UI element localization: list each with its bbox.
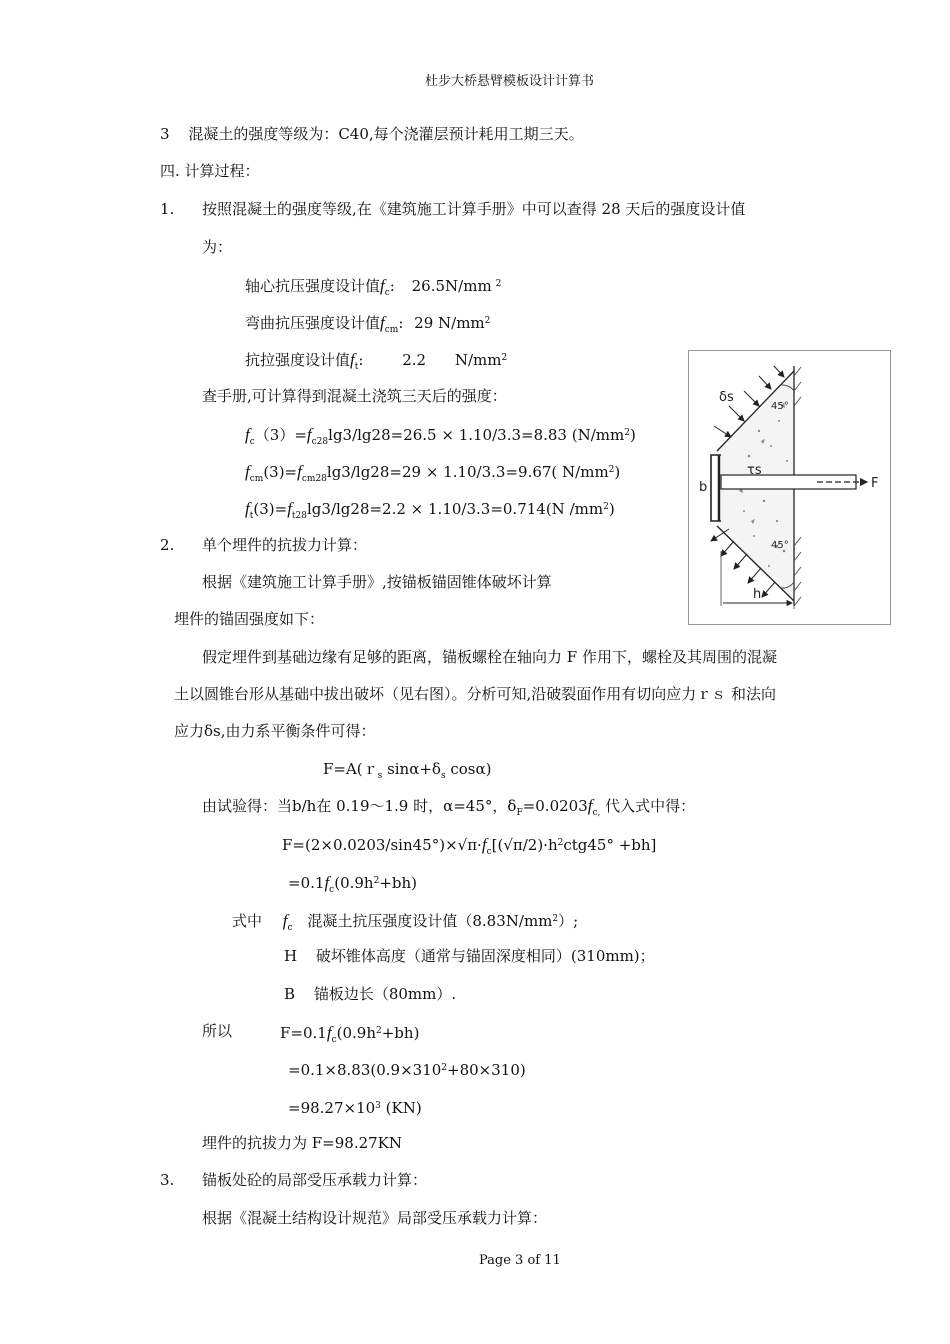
item3-p1: 根据《混凝土结构设计规范》局部受压承载力计算： xyxy=(202,1209,548,1227)
sec3-num: 3 xyxy=(160,125,170,143)
eq-B xyxy=(282,833,656,862)
item2-result: 埋件的抗拔力为 F=98.27KN xyxy=(202,1134,403,1152)
eqB-sym: f xyxy=(481,835,487,854)
def1-end: ）; xyxy=(558,912,579,930)
calc2-exp: 3 xyxy=(375,1101,381,1111)
item2-p4: 土以圆锥台形从基础中拔出破坏（见右图）。分析可知,沿破裂面作用有切向应力ｒｓ 和法向 xyxy=(174,685,777,703)
def2-lead: H xyxy=(284,947,298,965)
item3-title: 锚板处砼的局部受压承载力计算： xyxy=(202,1171,428,1189)
calc1-a: =0.1×8.83(0.9×310 xyxy=(288,1061,442,1079)
fc-symbol: f xyxy=(380,276,385,295)
eq-A xyxy=(323,759,491,786)
so-line xyxy=(202,1021,420,1045)
item2-p3: 假定埋件到基础边缘有足够的距离，锚板螺栓在轴向力 F 作用下，螺栓及其周围的混凝 xyxy=(202,648,777,666)
fc-exp: 2 xyxy=(495,279,502,289)
eq2 xyxy=(245,460,620,489)
fcm-label: 弯曲抗压强度设计值 xyxy=(245,314,381,332)
test-b: =0.0203 xyxy=(522,797,588,815)
eq3-sym: f xyxy=(245,499,250,518)
b-label: b xyxy=(699,480,708,495)
ft-value: 2.2 xyxy=(402,351,427,369)
test-sub: F xyxy=(516,808,523,818)
eq3 xyxy=(245,497,615,526)
page-header: 杜步大桥悬臂模板设计计算书 xyxy=(425,74,595,89)
eq3-sub: t xyxy=(249,511,254,521)
eqC-a: =0.1 xyxy=(288,874,325,892)
eqC-b: (0.9h xyxy=(334,874,374,892)
fcm-exp: 2 xyxy=(484,316,491,326)
fcm-subscript: cm xyxy=(384,325,399,335)
fcm-colon: : xyxy=(398,314,404,332)
def-h xyxy=(284,946,655,966)
ft-symbol: f xyxy=(350,350,355,369)
eq2-sym: f xyxy=(245,462,250,481)
calc1 xyxy=(288,1058,526,1080)
so-expr xyxy=(280,1021,419,1050)
item1-text: 按照混凝土的强度等级,在《建筑施工计算手册》中可以查得 28 天后的强度设计值 xyxy=(202,200,746,218)
item2-title: 单个埋件的抗拔力计算： xyxy=(202,536,368,554)
item1-line2: 为： xyxy=(202,238,233,256)
test-sym: f xyxy=(587,796,593,815)
item2-title-row xyxy=(160,535,368,555)
h-label: h xyxy=(753,587,762,602)
test-c: 代入式中得： xyxy=(600,797,696,815)
calc1-b: +80×310) xyxy=(447,1061,526,1079)
def1-exp: 2 xyxy=(552,914,559,924)
fc-row xyxy=(245,274,501,303)
angle-label-bottom: 45° xyxy=(771,540,789,551)
eq2-sub: cm xyxy=(249,474,264,484)
eq2-exp: 2 xyxy=(608,465,615,475)
calc1-exp: 2 xyxy=(441,1063,448,1073)
fcm-row xyxy=(245,311,490,340)
sec4-title: 四. 计算过程： xyxy=(160,162,260,180)
def3-text: 锚板边长（80mm）. xyxy=(313,985,457,1003)
calc2-a: =98.27×10 xyxy=(288,1099,376,1117)
ft-subscript: t xyxy=(354,362,359,372)
def3-lead: B xyxy=(284,985,296,1003)
eq3-exp: 2 xyxy=(603,502,609,512)
eqA-s1: s xyxy=(377,771,383,781)
calc2 xyxy=(288,1096,422,1118)
item2-num: 2. xyxy=(160,536,175,554)
eqC-exp: 2 xyxy=(373,876,380,886)
fc-colon: : xyxy=(389,277,395,295)
eq1-sub2: c28 xyxy=(311,437,329,447)
def2-text: 破坏锥体高度（通常与锚固深度相同）(310mm)； xyxy=(315,947,655,965)
eq3-mid: (3)= xyxy=(253,500,288,518)
lookup-line: 查手册,可计算得到混凝土浇筑三天后的强度： xyxy=(202,387,507,405)
force-label: F xyxy=(871,476,879,491)
page-footer: Page 3 of 11 xyxy=(479,1253,561,1268)
item1-num: 1. xyxy=(160,200,175,218)
eq1-sym: f xyxy=(245,425,250,444)
item1-line1 xyxy=(160,199,746,219)
so-b: (0.9h xyxy=(336,1024,376,1042)
eq3-rest: lg3/lg28=2.2 × 1.10/3.3=0.714(N /mm xyxy=(307,500,604,518)
item2-p2: 埋件的锚固强度如下： xyxy=(174,610,325,628)
def-fc xyxy=(232,909,578,938)
eq1 xyxy=(245,423,636,452)
so-sub: c xyxy=(331,1035,337,1045)
eq1-exp: 2 xyxy=(624,428,630,438)
eq3-sub2: t28 xyxy=(291,511,307,521)
eq1-sub: c xyxy=(249,437,255,447)
angle-label-top: 45° xyxy=(771,401,789,412)
def1-sym: f xyxy=(282,911,288,930)
eq2-sub2: cm28 xyxy=(301,474,327,484)
fc-value: 26.5N/mm xyxy=(411,277,492,295)
item2-p1: 根据《建筑施工计算手册》,按锚板锚固锥体破坏计算 xyxy=(202,573,552,591)
eqA-c: cosα) xyxy=(445,760,492,778)
calc2-b: (KN) xyxy=(380,1099,422,1117)
ft-row xyxy=(245,348,507,377)
item3-num: 3. xyxy=(160,1171,175,1189)
eqC-sub: c xyxy=(329,885,335,895)
eq2-mid: (3)= xyxy=(263,463,298,481)
fc-subscript: c xyxy=(384,288,390,298)
pullout-cone-figure xyxy=(688,350,891,625)
ft-label: 抗拉强度设计值 xyxy=(245,351,351,369)
so-lead: 所以 xyxy=(202,1022,233,1040)
eq2-end: ) xyxy=(614,463,621,481)
test-line xyxy=(202,796,695,823)
item3-title-row xyxy=(160,1170,428,1190)
eqA-b: sinα+δ xyxy=(382,760,441,778)
eq3-sym2: f xyxy=(287,499,292,518)
eqC-c: +bh) xyxy=(379,874,418,892)
tau-label: τs xyxy=(747,463,762,478)
so-c: +bh) xyxy=(381,1024,420,1042)
sigma-label: δs xyxy=(719,390,734,405)
ft-exp: 2 xyxy=(501,353,508,363)
def1-lead: 式中 xyxy=(232,912,263,930)
so-sym: f xyxy=(326,1023,332,1042)
pullout-cone-diagram xyxy=(689,351,890,624)
eqB-sub: c xyxy=(486,847,492,857)
eqB-exp: 2 xyxy=(557,838,564,848)
test-a: 由试验得：当b/h在 0.19～1.9 时，α=45°，δ xyxy=(202,797,517,815)
def1-sub: c xyxy=(287,923,293,933)
so-exp: 2 xyxy=(376,1026,382,1036)
eqA-s2: s xyxy=(440,771,446,781)
eqA-a: F=A(ｒ xyxy=(323,760,378,778)
ft-unit: N/mm xyxy=(454,351,502,369)
eqC-sym: f xyxy=(324,873,330,892)
fcm-symbol: f xyxy=(380,313,385,332)
eq1-mid: （3）= xyxy=(254,426,307,444)
def-b xyxy=(284,984,456,1004)
def1-text: 混凝土抗压强度设计值（8.83N/mm xyxy=(307,912,553,930)
eq3-end: ) xyxy=(608,500,615,518)
test-sub2: c, xyxy=(592,808,601,818)
fc-label: 轴心抗压强度设计值 xyxy=(245,277,381,295)
eqB-c: ctg45° +bh] xyxy=(563,836,657,854)
item2-p5: 应力δs,由力系平衡条件可得： xyxy=(174,722,376,740)
eq1-end: ) xyxy=(629,426,636,444)
ft-colon: : xyxy=(358,351,364,369)
sec3-line xyxy=(160,124,584,144)
eq2-sym2: f xyxy=(297,462,302,481)
eq2-rest: lg3/lg28=29 × 1.10/3.3=9.67( N/mm xyxy=(326,463,609,481)
eq-C xyxy=(288,871,417,900)
sec3-text: 混凝土的强度等级为：C40,每个浇灌层预计耗用工期三天。 xyxy=(188,125,584,143)
eqB-b: [(√π/2)·h xyxy=(491,836,558,854)
eq1-rest: lg3/lg28=26.5 × 1.10/3.3=8.83 (N/mm xyxy=(328,426,625,444)
eqB-a: F=(2×0.0203/sin45°)×√π· xyxy=(282,836,482,854)
fcm-value: 29 N/mm xyxy=(414,314,485,332)
eq1-sym2: f xyxy=(306,425,312,444)
so-a: F=0.1 xyxy=(280,1024,327,1042)
